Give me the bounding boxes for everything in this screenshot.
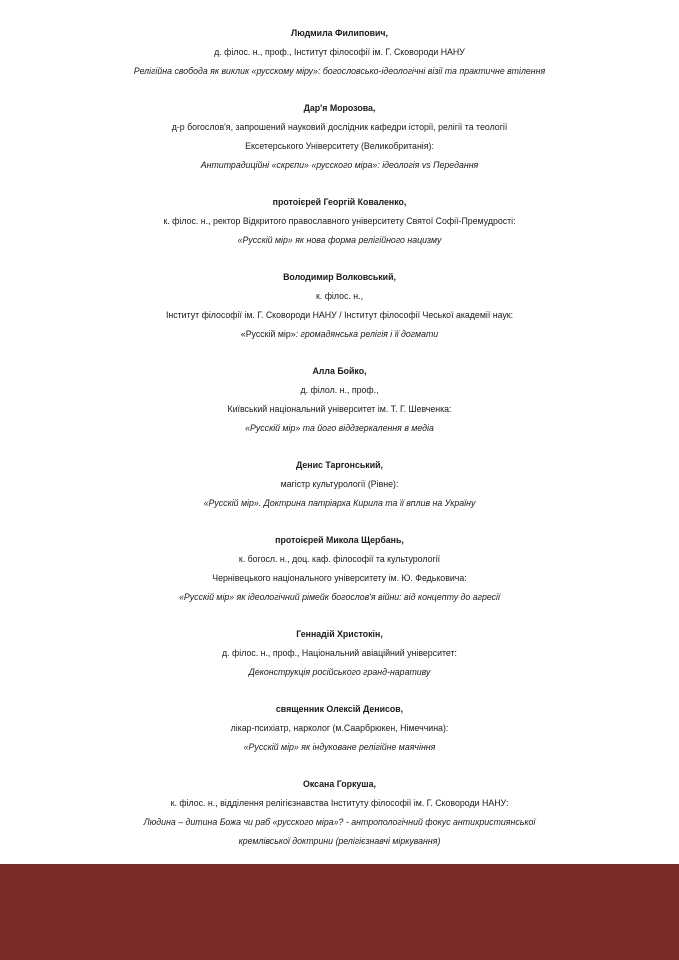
speaker-name: Геннадій Христокін, xyxy=(296,629,383,639)
speaker-entry xyxy=(0,268,679,344)
talk-topic-text: кремлівської доктрини (релігієзнавчі міркування) xyxy=(238,836,441,846)
speaker-entry xyxy=(0,625,679,682)
speaker-affiliation: магістр культурології (Рівне): xyxy=(280,479,399,489)
talk-topic xyxy=(0,663,679,682)
speaker-entry xyxy=(0,456,679,513)
talk-topic-text: Людина – дитина Божа чи раб «русского міра»? - антропологічний фокус антихристиянської xyxy=(143,817,536,827)
talk-topic-text: «Русскій мір». Доктрина патріарха Кирила та її вплив на Україну xyxy=(203,498,476,508)
speaker-name: Володимир Волковський, xyxy=(283,272,396,282)
speaker-name: протоієрей Георгій Коваленко, xyxy=(272,197,407,207)
speaker-affiliation: д. філос. н., проф., Національний авіаційний університет: xyxy=(222,648,457,658)
footer-band xyxy=(0,864,679,960)
speaker-name: Денис Таргонський, xyxy=(296,460,383,470)
speaker-affiliation: к. філос. н., відділення релігієзнавства Інституту філософії ім. Г. Сковороди НАНУ: xyxy=(170,798,509,808)
speaker-affiliation: Чернівецького національного університету ім. Ю. Федьковича: xyxy=(212,573,467,583)
speaker-entry xyxy=(0,193,679,250)
talk-topic-text: «Русскій мір» як нова форма релігійного нацизму xyxy=(237,235,442,245)
talk-topic-text: : громадянська релігія і її догмати xyxy=(295,329,439,339)
talk-topic xyxy=(0,156,679,175)
talk-topic-text: «Русскій мір» та його віддзеркалення в медіа xyxy=(245,423,434,433)
speaker-affiliation: д. філол. н., проф., xyxy=(300,385,379,395)
speaker-list xyxy=(0,24,679,851)
speaker-affiliation: д-р богослов'я, запрошений науковий дослідник кафедри історії, релігії та теології xyxy=(171,122,508,132)
talk-topic-text: Антитрадиційні «скрєпи» «русского міра»: ідеологія vs Передання xyxy=(200,160,479,170)
speaker-affiliation: Ексетерського Університету (Великобританія): xyxy=(245,141,434,151)
speaker-entry xyxy=(0,531,679,607)
speaker-affiliation: к. філос. н., ректор Відкритого православного університету Святої Софії-Премудрості: xyxy=(163,216,516,226)
talk-topic xyxy=(0,325,679,344)
speaker-entry xyxy=(0,362,679,438)
speaker-name: священник Олексій Денисов, xyxy=(275,704,404,714)
speaker-affiliation: Інститут філософії ім. Г. Сковороди НАНУ / Інститут філософії Чеської академії наук: xyxy=(165,310,514,320)
speaker-name: Людмила Филипович, xyxy=(291,28,388,38)
speaker-affiliation: к. богосл. н., доц. каф. філософії та культурології xyxy=(238,554,441,564)
speaker-entry xyxy=(0,99,679,175)
talk-topic-text: «Русскій мір» як індуковане релігійне маячіння xyxy=(243,742,436,752)
speaker-affiliation: к. філос. н., xyxy=(315,291,364,301)
talk-topic xyxy=(0,832,679,851)
talk-topic xyxy=(0,494,679,513)
speaker-entry xyxy=(0,700,679,757)
speaker-entry xyxy=(0,24,679,81)
speaker-name: Дар'я Морозова, xyxy=(303,103,376,113)
talk-topic-text: Релігійна свобода як виклик «русскому міру»: богословсько-ідеологічні візії та практичне втілення xyxy=(133,66,546,76)
speaker-affiliation: д. філос. н., проф., Інститут філософії ім. Г. Сковороди НАНУ xyxy=(214,47,465,57)
speaker-name: протоієрей Микола Щербань, xyxy=(275,535,404,545)
talk-topic xyxy=(0,588,679,607)
talk-topic xyxy=(0,419,679,438)
talk-topic-prefix: «Русскій мір» xyxy=(240,329,296,339)
speaker-name: Оксана Горкуша, xyxy=(303,779,376,789)
talk-topic-text: Деконструкція російського гранд-наративу xyxy=(248,667,431,677)
talk-topic-text: «Русскій мір» як ідеологічний рімейк богослов'я війни: від концепту до агресії xyxy=(179,592,500,602)
talk-topic xyxy=(0,231,679,250)
talk-topic xyxy=(0,738,679,757)
speaker-affiliation: Київський національний університет ім. Т. Г. Шевченка: xyxy=(227,404,452,414)
talk-topic xyxy=(0,813,679,832)
speaker-entry xyxy=(0,775,679,851)
talk-topic xyxy=(0,62,679,81)
speaker-name: Алла Бойко, xyxy=(312,366,367,376)
speaker-affiliation: лікар-психіатр, нарколог (м.Саарбрюкен, Німеччина): xyxy=(230,723,449,733)
